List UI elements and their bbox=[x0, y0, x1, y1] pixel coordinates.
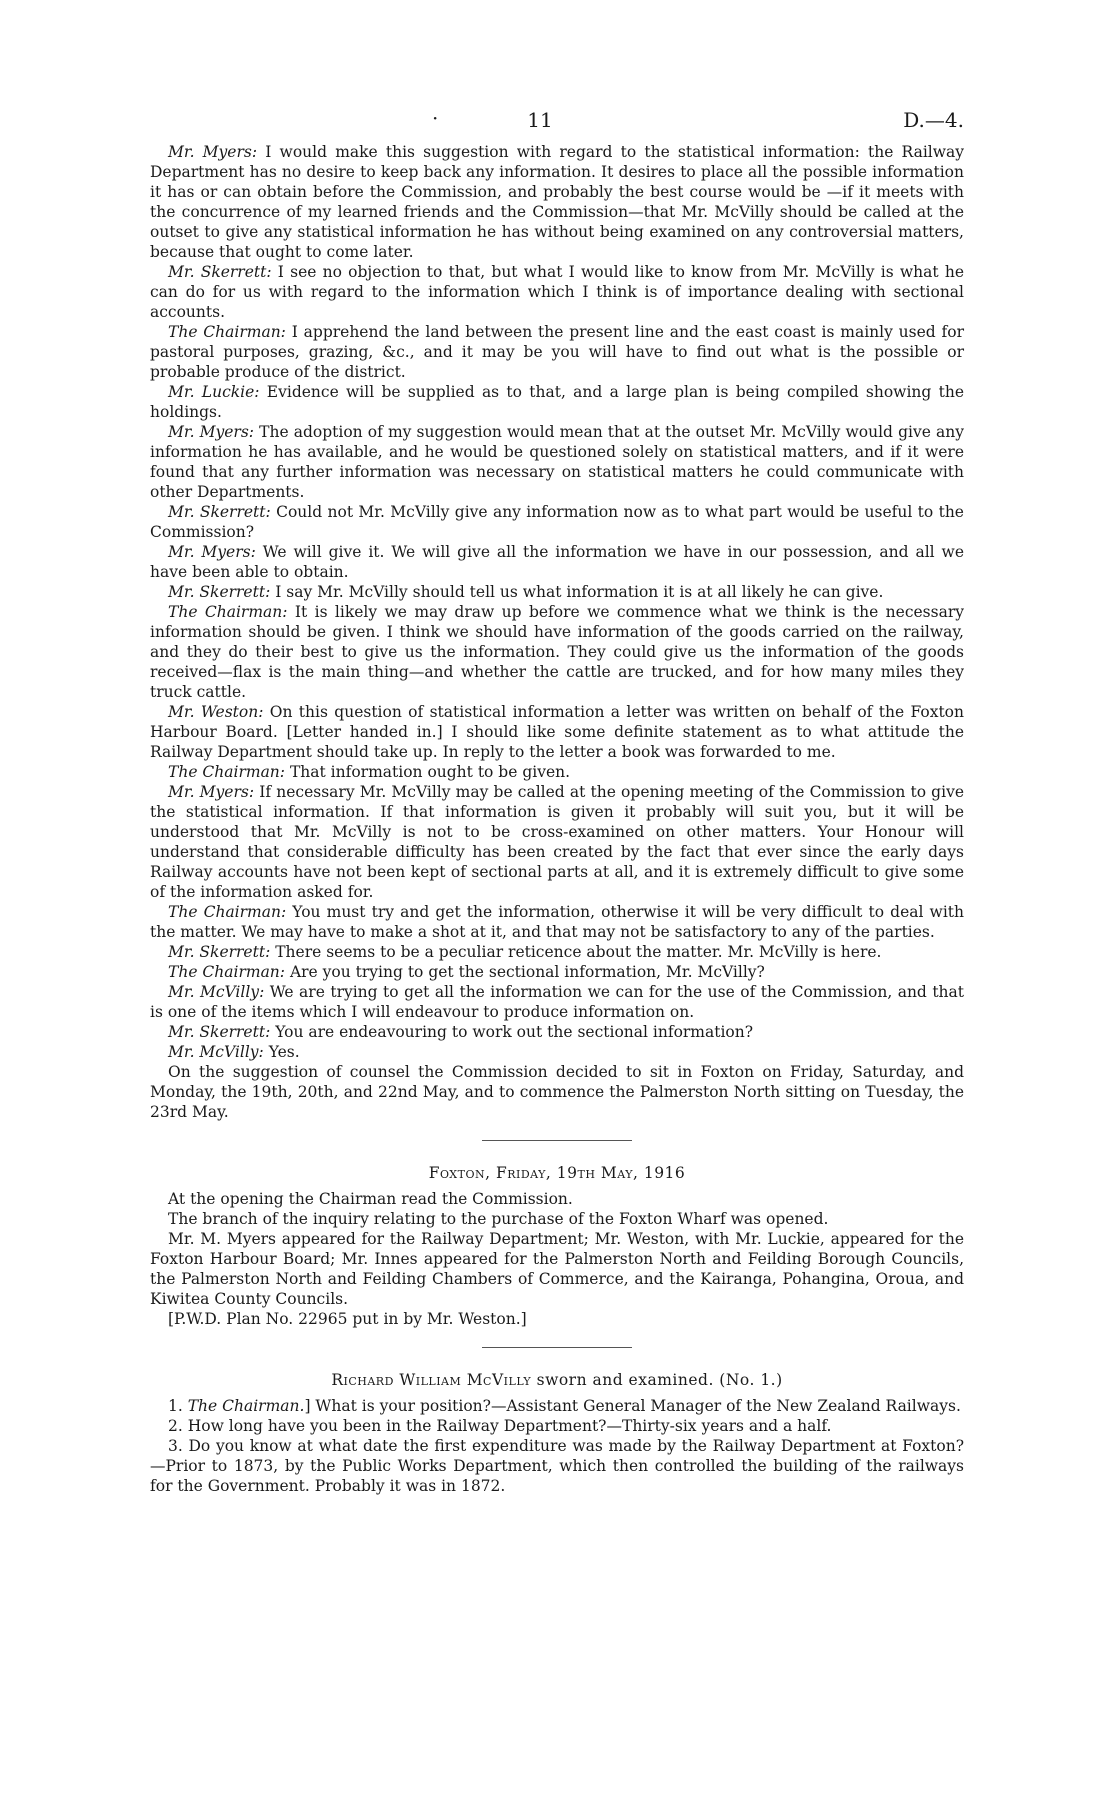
question-text: Do you know at what date the first expenditure was made by the Railway Department at Foxton?—Prior to 1873, by the Public Works Department, which then controlled the building of the railways for the Government. Probably it was in 1872. bbox=[150, 1437, 965, 1495]
paragraph-text: That information ought to be given. bbox=[285, 763, 571, 781]
paragraph: Mr. M. Myers appeared for the Railway Department; Mr. Weston, with Mr. Luckie, appeared for the Foxton Harbour Board; Mr. Innes appeared for the Palmerston North and Feilding Borough Councils, the Palmerston North and Feilding Chambers of Commerce, and the Kairanga, Pohangina, Oroua, and Kiwitea County Councils. bbox=[150, 1230, 964, 1308]
paragraph-text: Evidence will be supplied as to that, and a large plan is being compiled showing the holdings. bbox=[150, 383, 964, 421]
paragraph bbox=[150, 942, 964, 962]
paragraph-text: There seems to be a peculiar reticence about the matter. Mr. McVilly is here. bbox=[270, 943, 882, 961]
paragraph bbox=[150, 762, 964, 782]
foxton-section bbox=[150, 1163, 964, 1329]
paragraph-text: I see no objection to that, but what I would like to know from Mr. McVilly is what he can do for us with regard to the information which I think is of importance dealing with sectional accounts. bbox=[150, 263, 964, 321]
question-number: 2. bbox=[168, 1417, 188, 1435]
paragraph-text: It is likely we may draw up before we commence what we think is the necessary information should be given. I think we should have information of the goods carried on the railway, and they do their best to give us the information. They could give us the information of the goods received—flax is the main thing—and whether the cattle are trucked, and for how many miles they truck cattle. bbox=[150, 603, 964, 701]
paragraph bbox=[150, 262, 964, 322]
paragraph bbox=[150, 142, 964, 262]
paragraph-text: The adoption of my suggestion would mean that at the outset Mr. McVilly would give any information he has available, and he would be questioned solely on statistical matters, and if it were found that any further information was necessary on statistical matters he could communicate with other Departments. bbox=[150, 423, 964, 501]
page-header bbox=[150, 108, 964, 138]
question-text: How long have you been in the Railway Department?—Thirty-six years and a half. bbox=[187, 1417, 832, 1435]
speaker: Mr. McVilly: bbox=[168, 983, 265, 1001]
paragraph-text: Are you trying to get the sectional information, Mr. McVilly? bbox=[285, 963, 765, 981]
document-body bbox=[150, 142, 964, 1496]
speaker: Mr. Skerrett: bbox=[168, 943, 271, 961]
paragraph bbox=[150, 382, 964, 422]
paragraph: At the opening the Chairman read the Commission. bbox=[168, 1190, 573, 1208]
paragraph-text: You must try and get the information, otherwise it will be very difficult to deal with the matter. We may have to make a shot at it, and that may not be satisfactory to any of the parties. bbox=[150, 903, 964, 941]
paragraph bbox=[150, 602, 964, 702]
witness-name: Richard William McVilly bbox=[331, 1371, 532, 1389]
question bbox=[150, 1396, 964, 1416]
paragraph bbox=[150, 322, 964, 382]
section-divider bbox=[482, 1347, 632, 1348]
paragraph-text: I say Mr. McVilly should tell us what information it is at all likely he can give. bbox=[270, 583, 884, 601]
speaker: The Chairman: bbox=[168, 903, 287, 921]
witness-section bbox=[150, 1370, 964, 1496]
paragraph bbox=[150, 982, 964, 1022]
paragraph bbox=[150, 582, 964, 602]
paragraph bbox=[150, 702, 964, 762]
paragraph-text: We will give it. We will give all the information we have in our possession, and all we have been able to obtain. bbox=[150, 543, 964, 581]
question-number: 1. bbox=[168, 1397, 188, 1415]
speaker: The Chairman: bbox=[168, 323, 286, 341]
question bbox=[150, 1436, 964, 1496]
paragraph bbox=[150, 1022, 964, 1042]
speaker: Mr. Skerrett: bbox=[168, 503, 271, 521]
speaker: Mr. Myers: bbox=[168, 543, 256, 561]
witness-heading bbox=[150, 1370, 964, 1390]
speaker: The Chairman: bbox=[168, 963, 286, 981]
paragraph: The branch of the inquiry relating to the purchase of the Foxton Wharf was opened. bbox=[168, 1210, 829, 1228]
paragraph-text: On the suggestion of counsel the Commission decided to sit in Foxton on Friday, Saturday, and Monday, the 19th, 20th, and 22nd May, and to commence the Palmerston North sitting on Tuesday, the 23rd May. bbox=[150, 1063, 964, 1121]
speaker: The Chairman: bbox=[168, 763, 286, 781]
paragraph bbox=[150, 542, 964, 582]
paragraph bbox=[150, 502, 964, 542]
question-number: 3. bbox=[168, 1437, 189, 1455]
paragraph-text: I would make this suggestion with regard to the statistical information: the Railway Department has no desire to keep back any information. It desires to place all the possible information it has or can obtain before the Commission, and probably the best course would be —if it meets with the concurrence of my learned friends and the Commission—that Mr. McVilly should be called at the outset to give any statistical information he has without being examined on any controversial matters, because that ought to come later. bbox=[150, 143, 964, 261]
paragraph-text: On this question of statistical information a letter was written on behalf of the Foxton Harbour Board. [Letter handed in.] I should like some definite statement as to what attitude the Railway Department should take up. In reply to the letter a book was forwarded to me. bbox=[150, 703, 964, 761]
speaker: The Chairman. bbox=[187, 1397, 305, 1415]
speaker: Mr. Skerrett: bbox=[168, 1023, 271, 1041]
section-divider bbox=[482, 1140, 632, 1141]
paragraph-text: I apprehend the land between the present line and the east coast is mainly used for pastoral purposes, grazing, &c., and it may be you will have to find out what is the possible or probable produce of the district. bbox=[150, 323, 965, 381]
speaker: Mr. Skerrett: bbox=[168, 583, 271, 601]
speaker: Mr. Myers: bbox=[168, 423, 255, 441]
paragraph bbox=[150, 422, 964, 502]
speaker: Mr. Skerrett: bbox=[168, 263, 272, 281]
paragraph-text: If necessary Mr. McVilly may be called at the opening meeting of the Commission to give the statistical information. If that information is given it probably will suit you, but it will be understood that Mr. McVilly is not to be cross-examined on other matters. Your Honour will understand that considerable difficulty has been created by the fact that ever since the early days Railway accounts have not been kept of sectional parts at all, and it is extremely difficult to give some of the information asked for. bbox=[150, 783, 964, 901]
paragraph-text: You are endeavouring to work out the sectional information? bbox=[270, 1023, 754, 1041]
paragraph bbox=[150, 962, 964, 982]
question bbox=[150, 1416, 964, 1436]
paragraph bbox=[150, 902, 964, 942]
speaker: The Chairman: bbox=[168, 603, 288, 621]
section-heading: Foxton, Friday, 19th May, 1916 bbox=[428, 1164, 686, 1182]
speaker: Mr. Myers: bbox=[168, 783, 255, 801]
header-dot: · bbox=[432, 106, 439, 130]
speaker: Mr. McVilly: bbox=[168, 1043, 264, 1061]
paragraph bbox=[150, 782, 964, 902]
paragraph: [P.W.D. Plan No. 22965 put in by Mr. Weston.] bbox=[168, 1310, 527, 1328]
paragraph-text: Yes. bbox=[263, 1043, 300, 1061]
paragraph bbox=[150, 1042, 964, 1062]
paragraph-text: We are trying to get all the information we can for the use of the Commission, and that is one of the items which I will endeavour to produce information on. bbox=[150, 983, 964, 1021]
witness-heading-text: sworn and examined. (No. 1.) bbox=[531, 1371, 783, 1389]
proceedings-section bbox=[150, 142, 964, 1122]
document-reference: D.—4. bbox=[903, 108, 964, 132]
speaker: Mr. Myers: bbox=[168, 143, 258, 161]
speaker: Mr. Weston: bbox=[168, 703, 264, 721]
paragraph-text: Could not Mr. McVilly give any information now as to what part would be useful to the Commission? bbox=[150, 503, 964, 541]
page-number: 11 bbox=[527, 108, 553, 132]
question-text: ] What is your position?—Assistant General Manager of the New Zealand Railways. bbox=[304, 1397, 961, 1415]
paragraph bbox=[150, 1062, 964, 1122]
speaker: Mr. Luckie: bbox=[168, 383, 260, 401]
